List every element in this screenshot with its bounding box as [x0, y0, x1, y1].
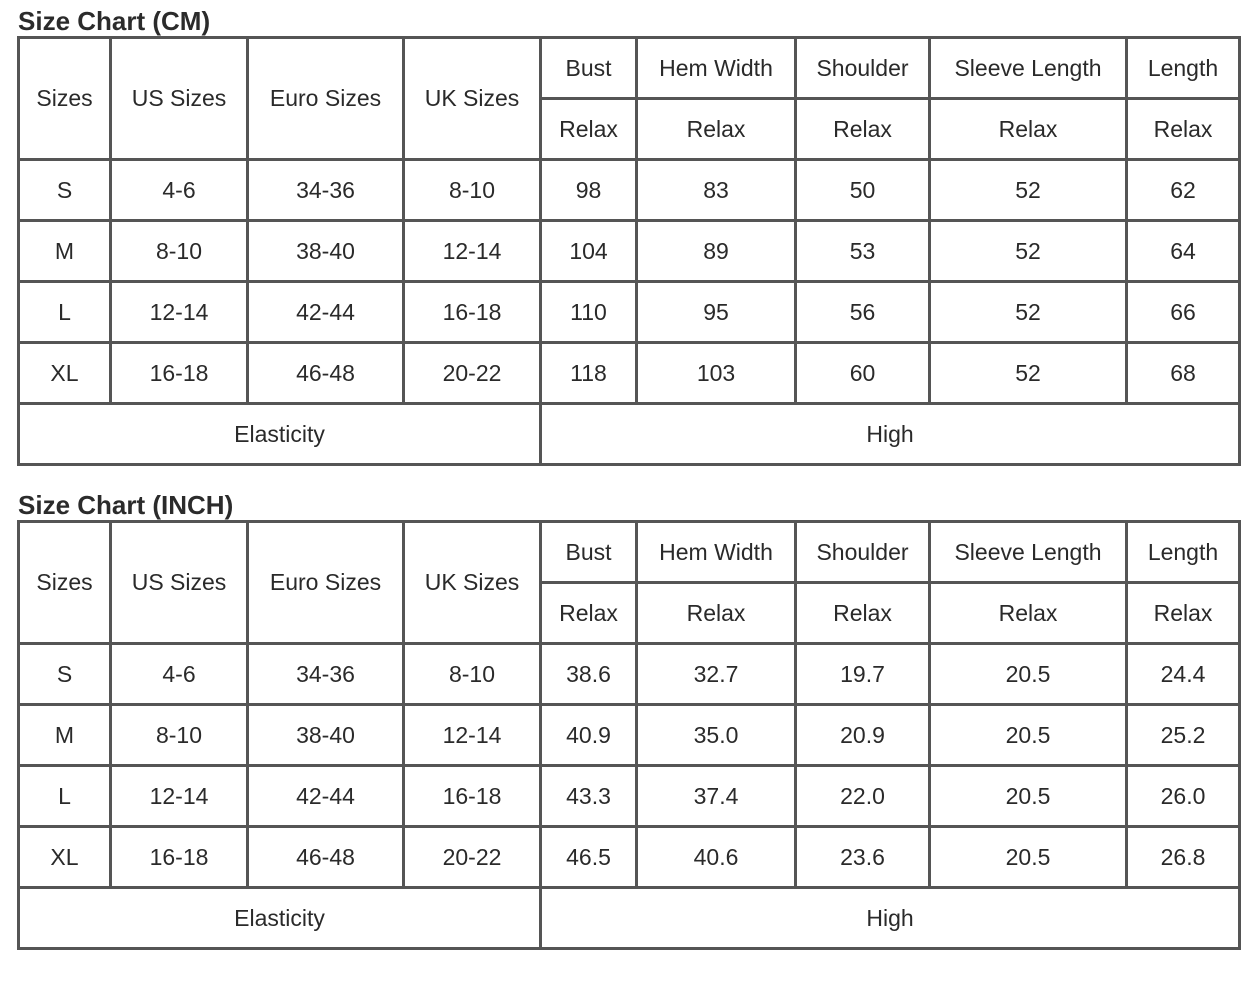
header-us-sizes: US Sizes [111, 522, 248, 644]
table-cell: 52 [930, 343, 1127, 404]
chart-title: Size Chart (INCH) [18, 490, 234, 520]
table-row [19, 343, 1240, 404]
table-cell: 22.0 [796, 766, 930, 827]
table-cell: 46-48 [248, 827, 404, 888]
table-cell: S [19, 644, 111, 705]
size-chart-inch [17, 490, 1238, 950]
table-cell: 32.7 [637, 644, 796, 705]
header-us-sizes: US Sizes [111, 38, 248, 160]
table-cell: 52 [930, 160, 1127, 221]
table-cell: 4-6 [111, 160, 248, 221]
fit-cell: Relax [796, 99, 930, 160]
header-uk-sizes: UK Sizes [404, 38, 541, 160]
header-sizes: Sizes [19, 522, 111, 644]
fit-cell: Relax [541, 583, 637, 644]
header-uk-sizes: UK Sizes [404, 522, 541, 644]
header-row [19, 522, 1240, 583]
elasticity-row [19, 404, 1240, 465]
table-cell: 38-40 [248, 221, 404, 282]
table-cell: 16-18 [404, 766, 541, 827]
elasticity-value: High [541, 404, 1240, 465]
table-cell: 68 [1127, 343, 1240, 404]
fit-cell: Relax [1127, 583, 1240, 644]
table-cell: 104 [541, 221, 637, 282]
table-cell: 20.5 [930, 766, 1127, 827]
fit-cell: Relax [637, 583, 796, 644]
elasticity-label: Elasticity [19, 404, 541, 465]
table-cell: 34-36 [248, 644, 404, 705]
header-sleeve-length: Sleeve Length [930, 38, 1127, 99]
table-cell: 26.0 [1127, 766, 1240, 827]
table-cell: 64 [1127, 221, 1240, 282]
fit-cell: Relax [1127, 99, 1240, 160]
size-chart-cm [17, 6, 1238, 466]
table-cell: 25.2 [1127, 705, 1240, 766]
table-cell: 8-10 [111, 221, 248, 282]
header-sleeve-length: Sleeve Length [930, 522, 1127, 583]
table-cell: 8-10 [404, 160, 541, 221]
table-cell: 8-10 [404, 644, 541, 705]
table-row [19, 705, 1240, 766]
chart-title: Size Chart (CM) [18, 6, 211, 36]
table-row [19, 644, 1240, 705]
header-length: Length [1127, 522, 1240, 583]
table-cell: 16-18 [404, 282, 541, 343]
table-cell: 46.5 [541, 827, 637, 888]
table-cell: 23.6 [796, 827, 930, 888]
header-sizes: Sizes [19, 38, 111, 160]
table-cell: M [19, 705, 111, 766]
table-cell: 83 [637, 160, 796, 221]
fit-cell: Relax [930, 583, 1127, 644]
table-cell: 38.6 [541, 644, 637, 705]
table-cell: L [19, 282, 111, 343]
table-cell: 38-40 [248, 705, 404, 766]
table-cell: 26.8 [1127, 827, 1240, 888]
header-length: Length [1127, 38, 1240, 99]
table-cell: M [19, 221, 111, 282]
table-cell: 42-44 [248, 766, 404, 827]
table-cell: 12-14 [404, 221, 541, 282]
table-cell: 56 [796, 282, 930, 343]
header-shoulder: Shoulder [796, 38, 930, 99]
table-cell: S [19, 160, 111, 221]
table-cell: XL [19, 827, 111, 888]
table-row [19, 221, 1240, 282]
table-cell: L [19, 766, 111, 827]
table-cell: 20.5 [930, 827, 1127, 888]
table-cell: 40.6 [637, 827, 796, 888]
table-cell: 8-10 [111, 705, 248, 766]
header-row [19, 38, 1240, 99]
table-cell: 37.4 [637, 766, 796, 827]
table-cell: 98 [541, 160, 637, 221]
table-cell: 4-6 [111, 644, 248, 705]
table-cell: 12-14 [111, 766, 248, 827]
elasticity-label: Elasticity [19, 888, 541, 949]
elasticity-value: High [541, 888, 1240, 949]
table-cell: XL [19, 343, 111, 404]
table-cell: 66 [1127, 282, 1240, 343]
table-cell: 53 [796, 221, 930, 282]
elasticity-row [19, 888, 1240, 949]
table-cell: 20-22 [404, 343, 541, 404]
table-cell: 12-14 [404, 705, 541, 766]
table-row [19, 282, 1240, 343]
table-cell: 103 [637, 343, 796, 404]
table-cell: 16-18 [111, 343, 248, 404]
header-euro-sizes: Euro Sizes [248, 38, 404, 160]
table-cell: 20.9 [796, 705, 930, 766]
header-shoulder: Shoulder [796, 522, 930, 583]
header-euro-sizes: Euro Sizes [248, 522, 404, 644]
table-cell: 19.7 [796, 644, 930, 705]
table-cell: 118 [541, 343, 637, 404]
table-cell: 42-44 [248, 282, 404, 343]
table-row [19, 827, 1240, 888]
table-cell: 20.5 [930, 644, 1127, 705]
header-hem-width: Hem Width [637, 522, 796, 583]
table-cell: 35.0 [637, 705, 796, 766]
table-cell: 24.4 [1127, 644, 1240, 705]
table-cell: 50 [796, 160, 930, 221]
table-cell: 62 [1127, 160, 1240, 221]
table-row [19, 766, 1240, 827]
size-table [17, 520, 1241, 950]
fit-cell: Relax [796, 583, 930, 644]
table-cell: 60 [796, 343, 930, 404]
size-table [17, 36, 1241, 466]
table-cell: 34-36 [248, 160, 404, 221]
table-cell: 89 [637, 221, 796, 282]
table-cell: 46-48 [248, 343, 404, 404]
header-bust: Bust [541, 38, 637, 99]
table-cell: 20.5 [930, 705, 1127, 766]
table-cell: 20-22 [404, 827, 541, 888]
table-cell: 16-18 [111, 827, 248, 888]
header-bust: Bust [541, 522, 637, 583]
table-cell: 110 [541, 282, 637, 343]
header-hem-width: Hem Width [637, 38, 796, 99]
table-row [19, 160, 1240, 221]
table-cell: 12-14 [111, 282, 248, 343]
table-cell: 52 [930, 221, 1127, 282]
fit-cell: Relax [637, 99, 796, 160]
table-cell: 52 [930, 282, 1127, 343]
fit-cell: Relax [930, 99, 1127, 160]
table-cell: 43.3 [541, 766, 637, 827]
table-cell: 40.9 [541, 705, 637, 766]
fit-cell: Relax [541, 99, 637, 160]
table-cell: 95 [637, 282, 796, 343]
